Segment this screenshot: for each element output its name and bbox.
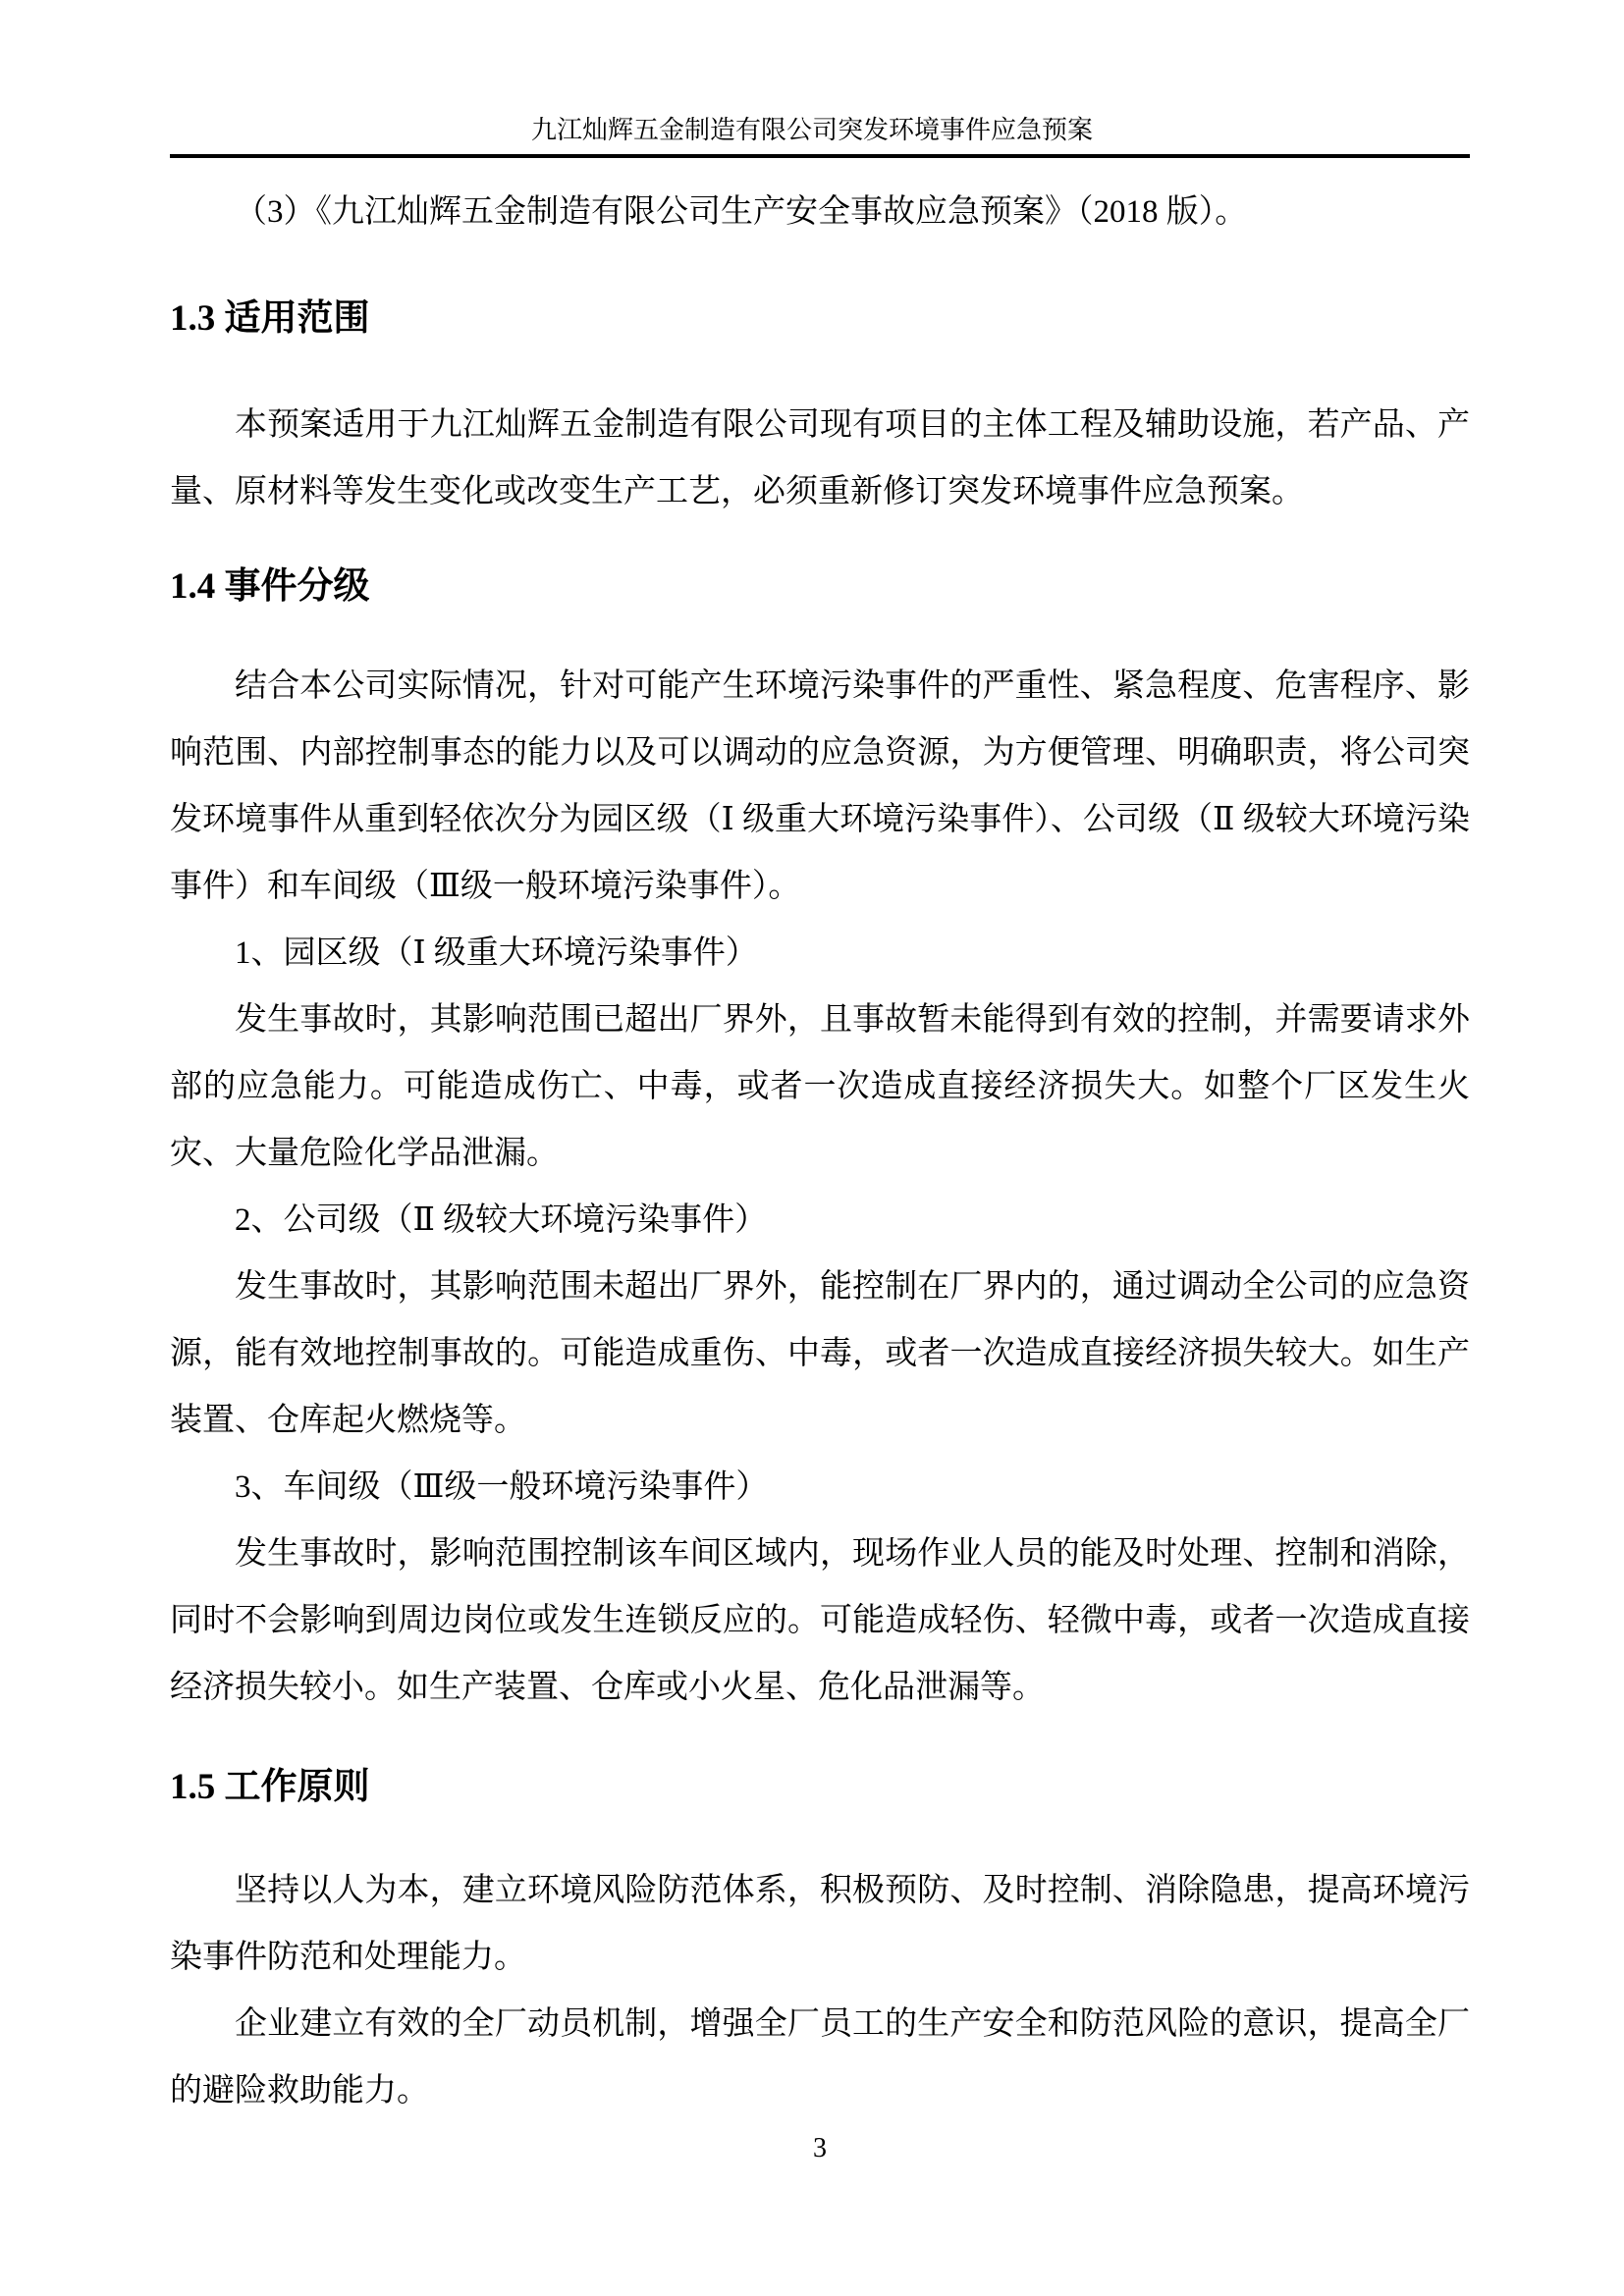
paragraph: 2、公司级（Ⅱ 级较大环境污染事件） bbox=[235, 1202, 768, 1238]
paragraph: 3、车间级（Ⅲ级一般环境污染事件） bbox=[235, 1469, 769, 1505]
header-rule bbox=[170, 154, 1470, 158]
paragraph: 坚持以人为本，建立环境风险防范体系，积极预防、及时控制、消除隐患，提高环境污染事件防范和处理能力。 bbox=[170, 1873, 1470, 1975]
paragraph: 发生事故时，其影响范围未超出厂界外，能控制在厂界内的，通过调动全公司的应急资源，能有效地控制事故的。可能造成重伤、中毒，或者一次造成直接经济损失较大。如生产装置、仓库起火燃烧等。 bbox=[170, 1269, 1470, 1438]
paragraph: 企业建立有效的全厂动员机制，增强全厂员工的生产安全和防范风险的意识，提高全厂的避险救助能力。 bbox=[170, 2006, 1470, 2109]
section-body-1-3 bbox=[170, 392, 1470, 525]
paragraph: （3）《九江灿辉五金制造有限公司生产安全事故应急预案》（2018 版）。 bbox=[235, 194, 1248, 230]
paragraph: 结合本公司实际情况，针对可能产生环境污染事件的严重性、紧急程度、危害程序、影响范围、内部控制事态的能力以及可以调动的应急资源，为方便管理、明确职责，将公司突发环境事件从重到轻依次分为园区级（Ⅰ 级重大环境污染事件）、公司级（Ⅱ 级较大环境污染事件）和车间级（Ⅲ级一般环境污染事件）。 bbox=[170, 668, 1470, 904]
section-heading-1-4: 1.4 事件分级 bbox=[170, 566, 370, 607]
section-heading-1-5: 1.5 工作原则 bbox=[170, 1767, 370, 1807]
intro-paragraph-block bbox=[170, 179, 1470, 245]
section-body-1-5 bbox=[170, 1857, 1470, 2124]
paragraph: 发生事故时，其影响范围已超出厂界外，且事故暂未能得到有效的控制，并需要请求外部的应急能力。可能造成伤亡、中毒，或者一次造成直接经济损失大。如整个厂区发生火灾、大量危险化学品泄漏。 bbox=[170, 1002, 1470, 1171]
page-number: 3 bbox=[813, 2133, 827, 2163]
page-header-title: 九江灿辉五金制造有限公司突发环境事件应急预案 bbox=[530, 116, 1093, 144]
paragraph: 1、园区级（Ⅰ 级重大环境污染事件） bbox=[235, 935, 758, 971]
paragraph: 发生事故时，影响范围控制该车间区域内，现场作业人员的能及时处理、控制和消除，同时不会影响到周边岗位或发生连锁反应的。可能造成轻伤、轻微中毒，或者一次造成直接经济损失较小。如生产装置、仓库或小火星、危化品泄漏等。 bbox=[170, 1536, 1470, 1705]
section-body-1-4 bbox=[170, 653, 1470, 1721]
paragraph: 本预案适用于九江灿辉五金制造有限公司现有项目的主体工程及辅助设施，若产品、产量、原材料等发生变化或改变生产工艺，必须重新修订突发环境事件应急预案。 bbox=[170, 407, 1470, 509]
section-heading-1-3: 1.3 适用范围 bbox=[170, 298, 370, 339]
